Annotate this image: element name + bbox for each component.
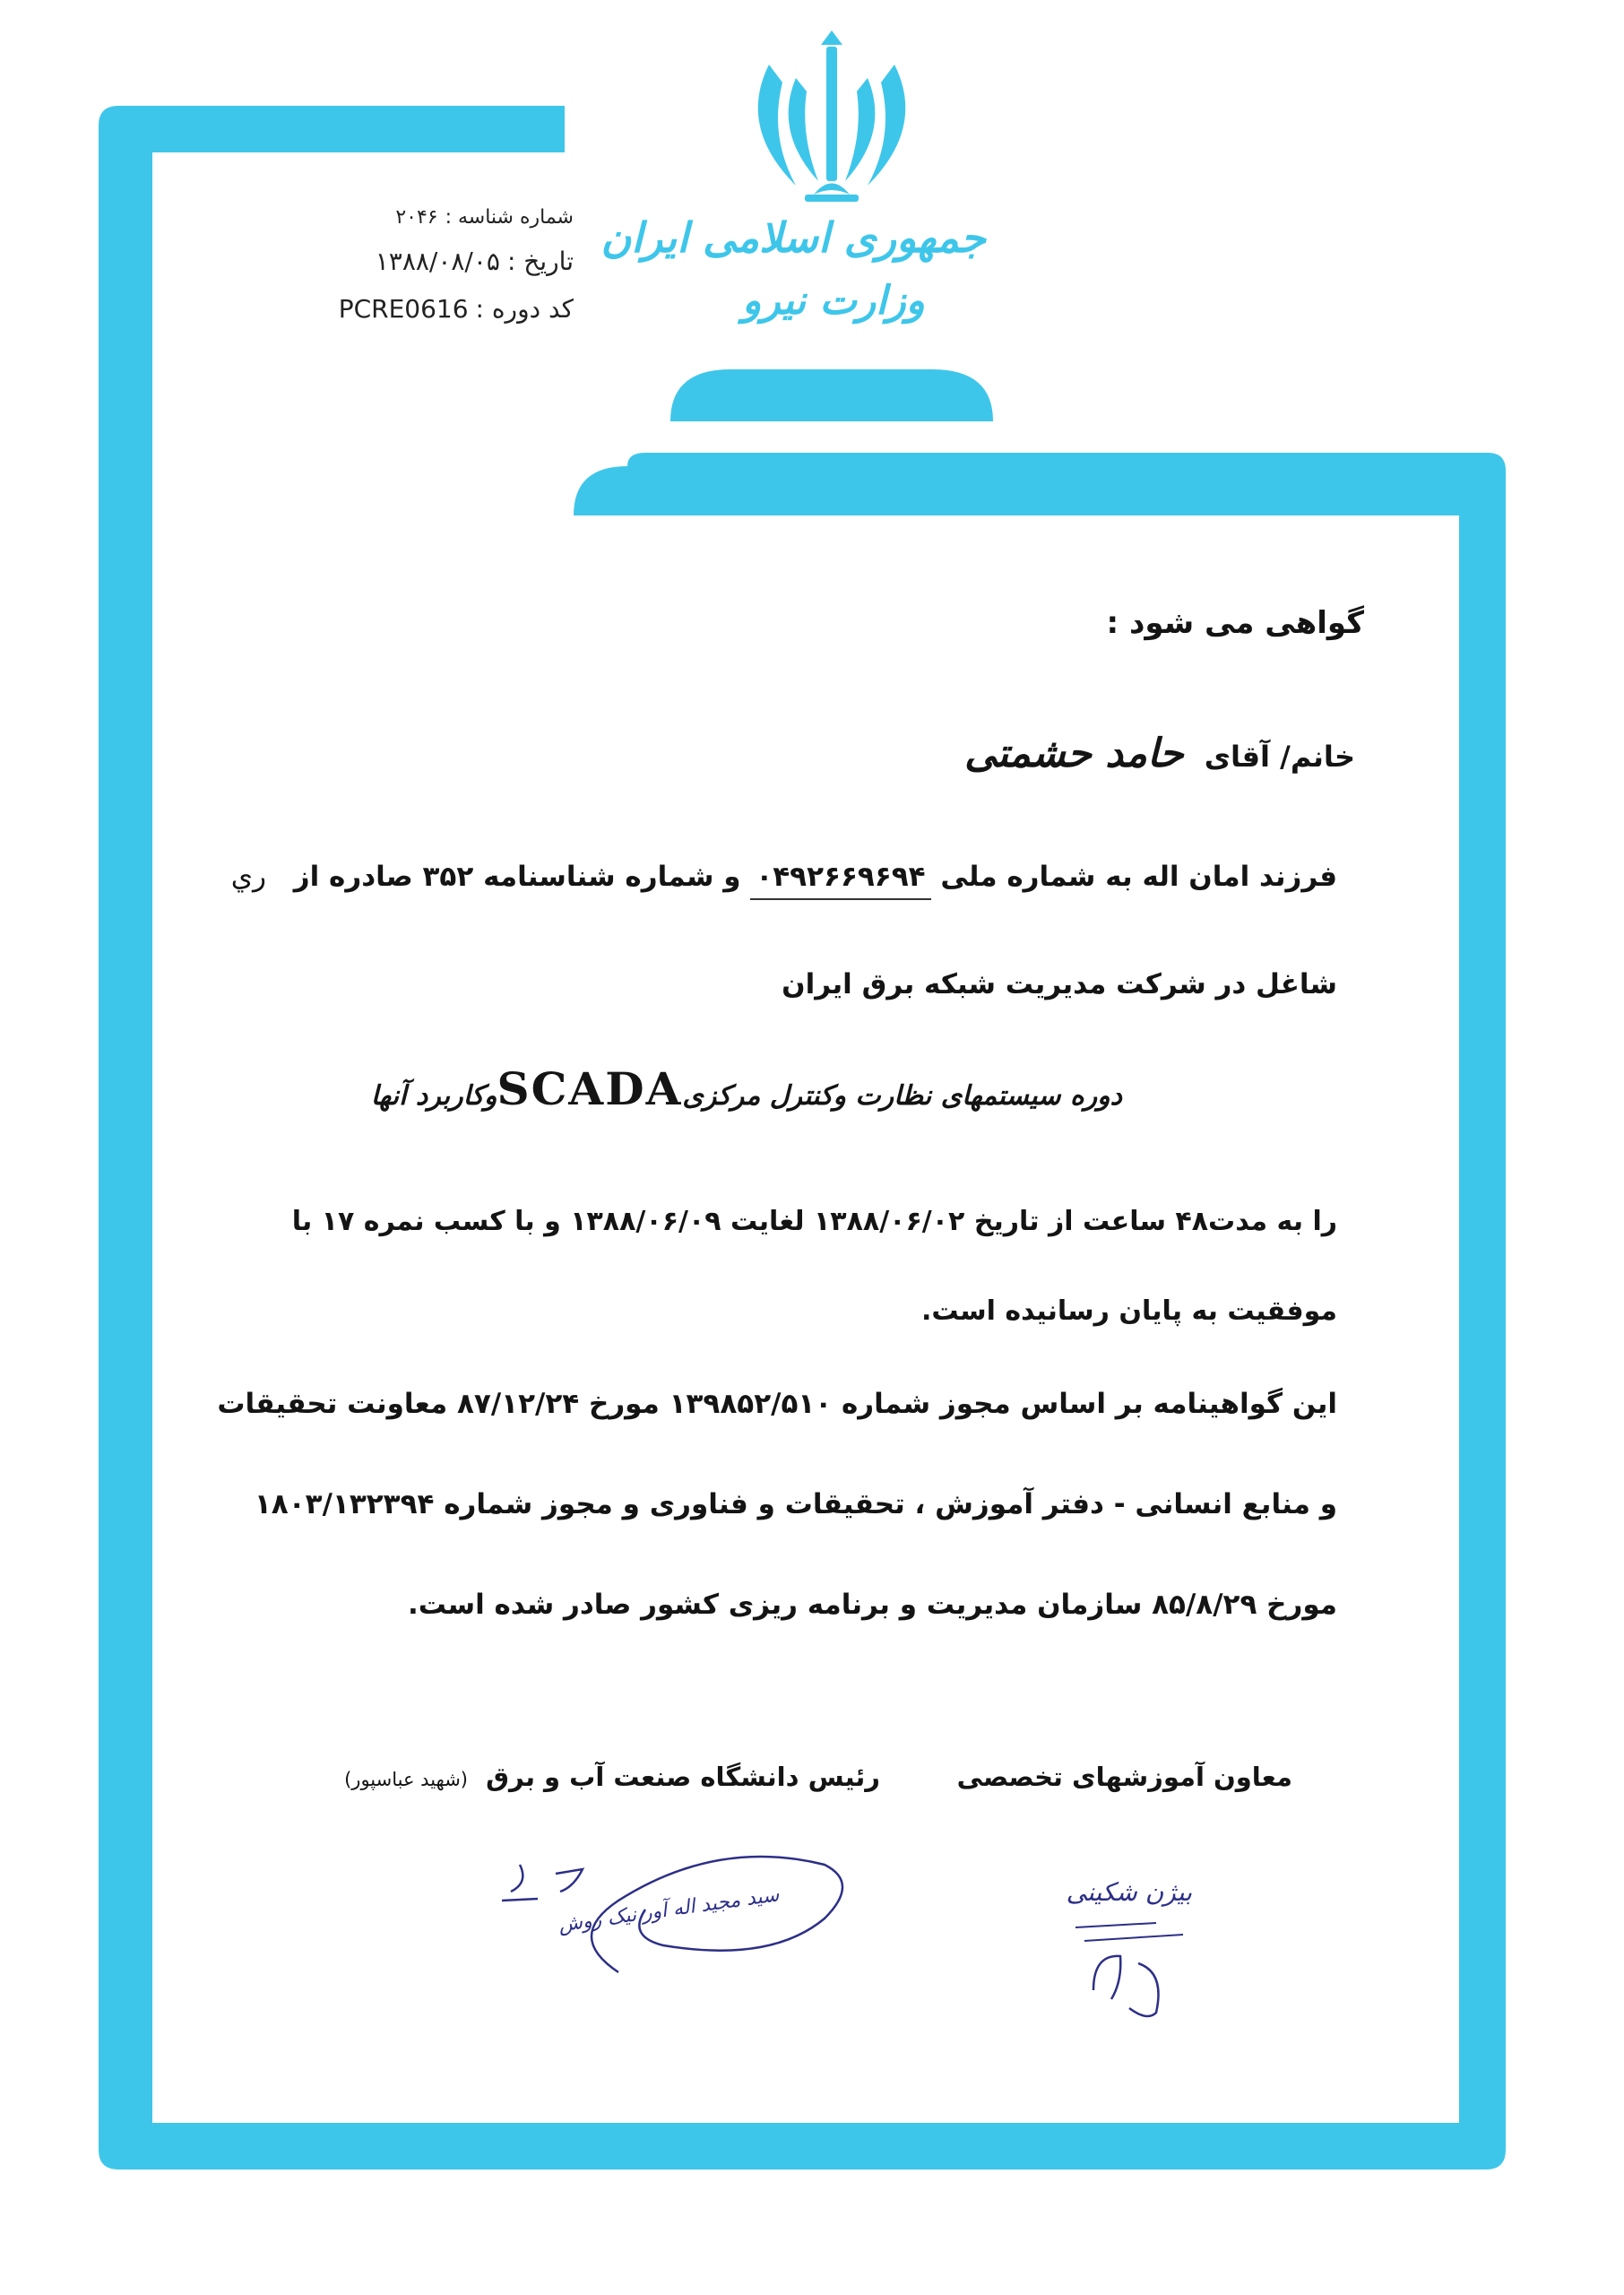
birth-cert-label: و شماره شناسنامه ۳۵۲ صادره از bbox=[293, 861, 741, 893]
frame-emblem-tab bbox=[670, 369, 993, 421]
frame-shoulder bbox=[574, 466, 645, 515]
license-line-1: این گواهینامه بر اساس مجوز شماره ۱۳۹۸۵۲/۵۱۰ مورخ ۸۷/۱۲/۲۴ معاونت تحقیقات bbox=[217, 1388, 1337, 1420]
left-signatory-title-note: (شهید عباسپور) bbox=[344, 1769, 468, 1790]
emblem-line1: جمهوری اسلامی ایران bbox=[600, 213, 986, 262]
left-signatory-title bbox=[344, 1762, 880, 1792]
course-suffix: وکاربرد آنها bbox=[370, 1080, 497, 1112]
meta-date-label: تاریخ : bbox=[506, 247, 574, 276]
course-line bbox=[371, 1062, 1122, 1115]
salutation: خانم/ آقای bbox=[1204, 740, 1355, 774]
license-line-2: و منابع انسانی - دفتر آموزش ، تحقیقات و فناوری و مجوز شماره ۱۸۰۳/۱۳۲۳۹۴ bbox=[254, 1488, 1337, 1520]
frame-top-right-band bbox=[627, 453, 1506, 515]
issued-place: ري bbox=[230, 861, 266, 893]
duration-line: را به مدت۴۸ ساعت از تاریخ ۱۳۸۸/۰۶/۰۲ لغایت ۱۳۸۸/۰۶/۰۹ و با کسب نمره ۱۷ با bbox=[291, 1206, 1337, 1237]
meta-date bbox=[305, 247, 574, 276]
course-scada: SCADA bbox=[497, 1062, 683, 1115]
national-id-value: ۰۴۹۲۶۶۹۶۹۴ bbox=[750, 861, 930, 900]
meta-id-value: ۲۰۴۶ bbox=[395, 206, 438, 229]
recipient-name: حامد حشمتی bbox=[964, 731, 1184, 776]
right-signature-name: بیژن شکینی bbox=[1066, 1877, 1192, 1907]
right-signatory-title: معاون آموزشهای تخصصی bbox=[956, 1762, 1292, 1792]
meta-id-label: شماره شناسه : bbox=[445, 206, 574, 229]
employer-line: شاغل در شرکت مدیریت شبکه برق ایران bbox=[782, 968, 1337, 1000]
meta-course bbox=[296, 294, 574, 324]
meta-course-label: کد دوره : bbox=[475, 294, 574, 324]
emblem-line2: وزارت نیرو bbox=[742, 278, 925, 324]
iran-emblem-icon bbox=[742, 29, 921, 226]
left-signature bbox=[484, 1802, 869, 2008]
left-signature-name: سید مجید اله آور نیک روش bbox=[557, 1884, 781, 1937]
course-prefix: دوره سیستمهای نظارت وکنترل مرکزی bbox=[682, 1080, 1122, 1112]
left-signatory-title-text: رئیس دانشگاه صنعت آب و برق bbox=[486, 1762, 880, 1792]
success-line: موفقیت به پایان رسانیده است. bbox=[920, 1295, 1337, 1327]
meta-date-value: ۱۳۸۸/۰۸/۰۵ bbox=[375, 247, 500, 276]
meta-id bbox=[367, 206, 574, 229]
meta-course-value: PCRE0616 bbox=[338, 294, 469, 324]
certify-heading: گواهی می شود : bbox=[1106, 605, 1364, 641]
recipient-line bbox=[964, 731, 1355, 776]
national-id-line bbox=[231, 861, 1337, 893]
license-line-3: مورخ ۸۵/۸/۲۹ سازمان مدیریت و برنامه ریزی کشور صادر شده است. bbox=[408, 1589, 1337, 1621]
right-signature bbox=[1058, 1856, 1210, 2035]
father-and-id-label: فرزند امان اله به شماره ملی bbox=[940, 861, 1337, 893]
